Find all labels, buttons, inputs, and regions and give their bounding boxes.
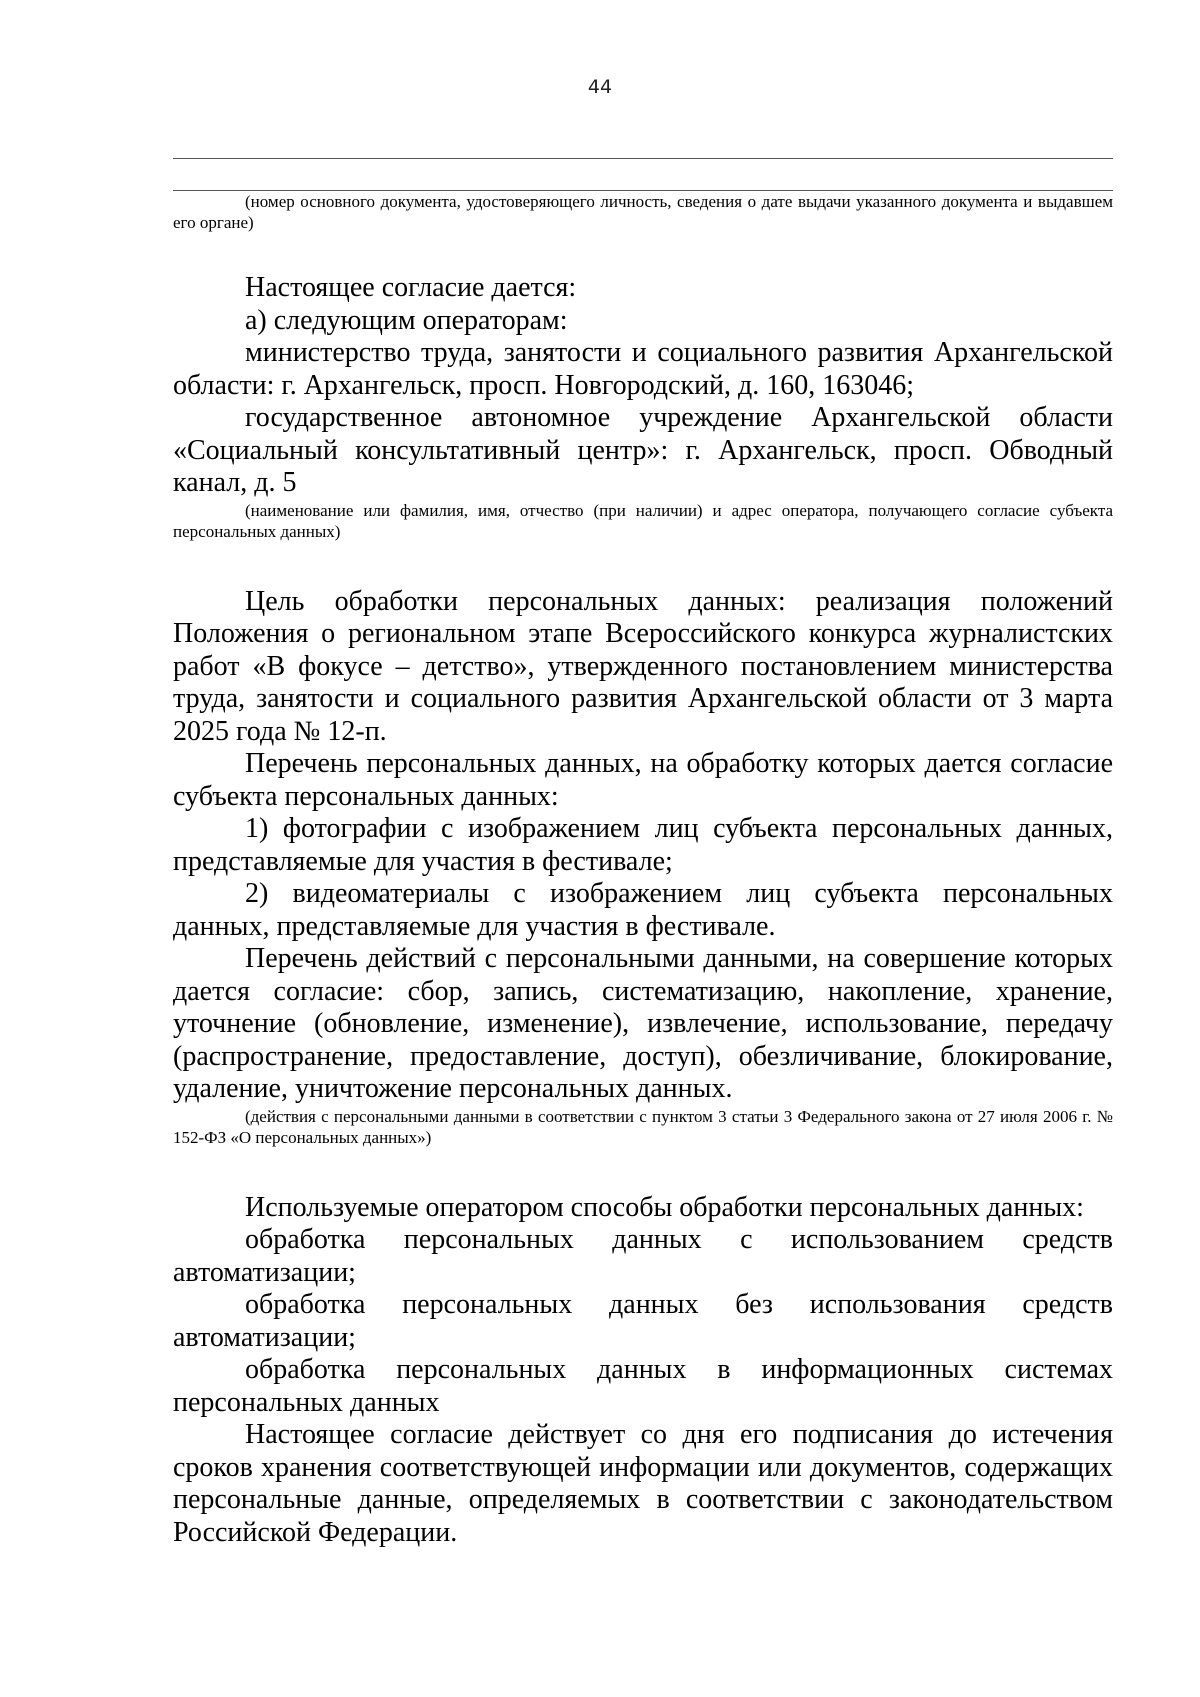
methods-intro: Используемые оператором способы обработки персональных данных: [245,1191,1084,1223]
page-number: 44 [587,76,613,98]
validity-period: Настоящее согласие действует со дня его подписания до истечения сроков хранения соответствующей информации или документов, содержащих персональные данные, определяемых в соответствии с законодательством Российской Федерации. [173,1419,1113,1548]
blank-line-1 [173,158,1113,159]
data-list-intro: Перечень персональных данных, на обработку которых дается согласие субъекта персональных данных: [173,748,1113,812]
data-list-item: 2) видеоматериалы с изображением лиц субъекта персональных данных, представляемые для участия в фестивале. [173,878,1113,942]
identity-document-note [173,191,1113,233]
operator-center: государственное автономное учреждение Архангельской области «Социальный консультативный центр»: г. Архангельск, просп. Обводный канал, д. 5 [173,402,1113,498]
spacer [173,542,1113,586]
operator-ministry: министерство труда, занятости и социального развития Архангельской области: г. Архангельск, просп. Новгородский, д. 160, 163046; [173,337,1113,401]
actions-note: (действия с персональными данными в соответствии с пунктом 3 статьи 3 Федерального закона от 27 июля 2006 г. № 152-ФЗ «О персональных данных») [173,1106,1113,1147]
method-item: обработка персональных данных без использования средств автоматизации; [173,1289,1113,1353]
spacer [173,1148,1113,1192]
operators-note: (наименование или фамилия, имя, отчество (при наличии) и адрес оператора, получающего согласие субъекта персональных данных) [173,500,1113,541]
processing-purpose: Цель обработки персональных данных: реализация положений Положения о региональном этапе Всероссийского конкурса журналистских работ «В фокусе – детство», утвержденного постановлением министерства труда, занятости и социального развития Архангельской области от 3 марта 2025 года № 12-п. [173,585,1113,747]
identity-note-text: (номер основного документа, удостоверяющего личность, сведения о дате выдачи указанного документа и выдавшем его органе) [173,192,1113,232]
data-list-item: 1) фотографии с изображением лиц субъекта персональных данных, представляемые для участия в фестивале; [173,813,1113,877]
consent-body [173,272,1113,1549]
method-item: обработка персональных данных с использованием средств автоматизации; [173,1224,1113,1288]
operators-label: а) следующим операторам: [245,304,568,336]
method-item: обработка персональных данных в информационных системах персональных данных [173,1354,1113,1418]
consent-intro: Настоящее согласие дается: [245,272,577,303]
actions-list: Перечень действий с персональными данными, на совершение которых дается согласие: сбор, запись, систематизацию, накопление, хранение, уточнение (обновление, изменение), извлечение, использование, передачу (распространение, предоставление, доступ), обезличивание, блокирование, удаление, уничтожение персональных данных. [173,943,1113,1104]
